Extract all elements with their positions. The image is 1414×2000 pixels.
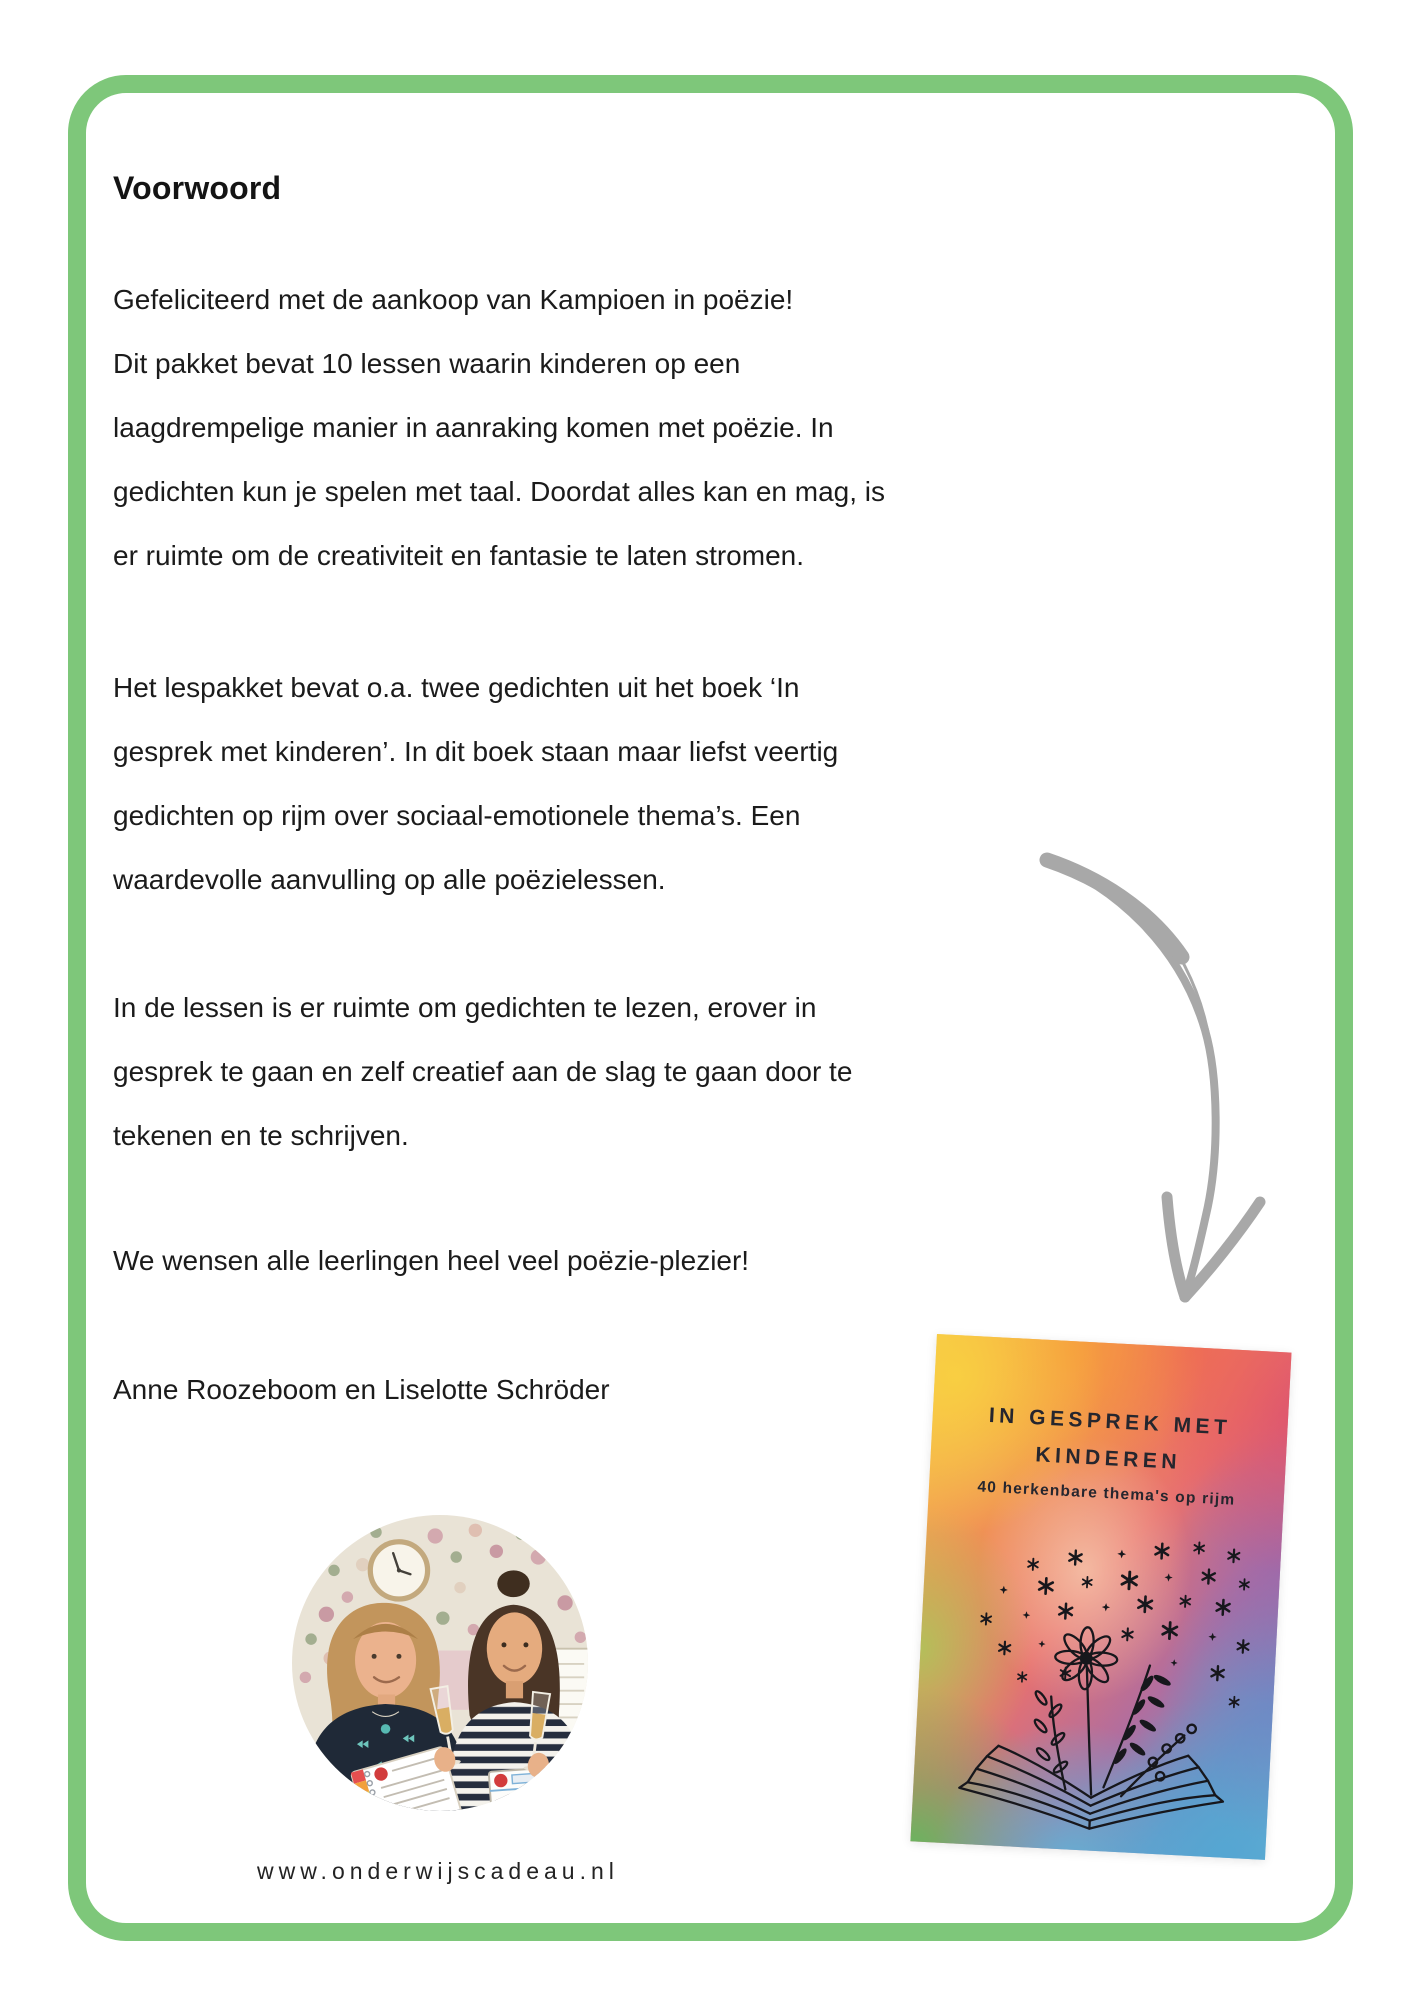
- signature: [113, 1358, 610, 1422]
- book-cover: [910, 1334, 1291, 1860]
- text-line: laagdrempelige manier in aanraking komen met poëzie. In: [113, 412, 834, 443]
- text-line: We wensen alle leerlingen heel veel poëzie-plezier!: [113, 1245, 750, 1276]
- text-line: Dit pakket bevat 10 lessen waarin kinderen op een: [113, 348, 741, 379]
- paragraph-1: [113, 268, 885, 588]
- flower-and-book-lineart: [958, 1621, 1232, 1836]
- text-line: gesprek te gaan en zelf creatief aan de slag te gaan door te: [113, 1056, 853, 1087]
- text-line: gedichten op rijm over sociaal-emotionele thema’s. Een: [113, 800, 801, 831]
- book-cover-title-line1: IN GESPREK MET: [988, 1403, 1232, 1440]
- text-line: er ruimte om de creativiteit en fantasie te laten stromen.: [113, 540, 804, 571]
- wall-clock: [370, 1542, 427, 1599]
- website-url: www.onderwijscadeau.nl: [257, 1858, 619, 1884]
- book-cover-title-line2: KINDEREN: [1034, 1443, 1182, 1474]
- text-line: In de lessen is er ruimte om gedichten te lezen, erover in: [113, 992, 817, 1023]
- team-photo: [292, 1515, 588, 1811]
- text-line: Het lespakket bevat o.a. twee gedichten uit het boek ‘In: [113, 672, 800, 703]
- text-line: Gefeliciteerd met de aankoop van Kampioen in poëzie!: [113, 284, 794, 315]
- paragraph-3: [113, 976, 852, 1168]
- paragraph-2: [113, 656, 838, 912]
- text-line: waardevolle aanvulling op alle poëzielessen.: [113, 864, 666, 895]
- star-icons: [977, 1531, 1253, 1708]
- book-cover-subtitle: 40 herkenbare thema's op rijm: [977, 1478, 1236, 1509]
- hand-drawn-arrow-icon: [1020, 845, 1280, 1325]
- text-line: Anne Roozeboom en Liselotte Schröder: [113, 1374, 610, 1405]
- text-line: gedichten kun je spelen met taal. Doordat alles kan en mag, is: [113, 476, 886, 507]
- text-line: gesprek met kinderen’. In dit boek staan maar liefst veertig: [113, 736, 839, 767]
- page-title: Voorwoord: [113, 170, 282, 206]
- paragraph-4: [113, 1229, 749, 1293]
- text-line: tekenen en te schrijven.: [113, 1120, 409, 1151]
